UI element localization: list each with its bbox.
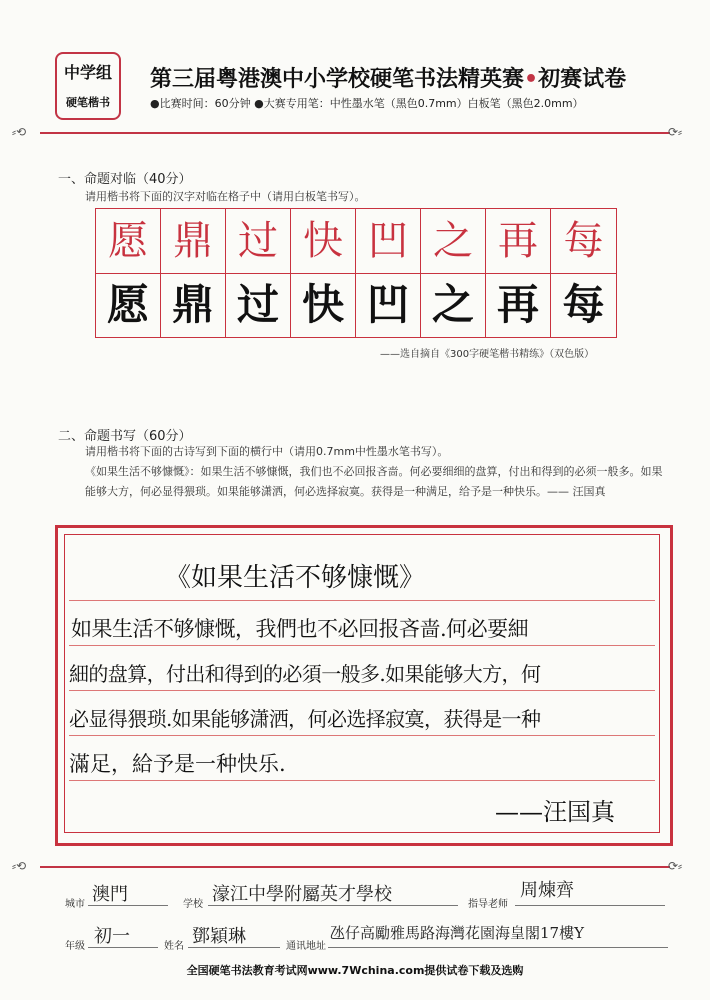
section2-instructions: 请用楷书将下面的古诗写到下面的横行中（请用0.7mm中性墨水笔书写）。 [85, 445, 449, 458]
handwritten-line-1: 如果生活不够慷慨，我們也不必回报吝啬.何必要細 [71, 617, 529, 641]
writing-line [69, 690, 655, 691]
category-badge [55, 52, 121, 120]
school-label: 学校 [183, 899, 203, 910]
section1-heading: 一、命题对临（40分） [58, 172, 192, 187]
name-underline [188, 947, 280, 948]
model-character: 每 [563, 218, 604, 264]
writing-line [69, 780, 655, 781]
written-character: 再 [486, 273, 551, 337]
model-character: 过 [226, 209, 291, 273]
city-underline [88, 905, 168, 906]
teacher-value: 周煉齊 [520, 880, 574, 901]
left-ornament-icon: ⸗⟲ [12, 125, 27, 139]
section2-heading: 二、命题书写（60分） [58, 429, 192, 444]
writing-line [69, 645, 655, 646]
model-character: 快 [291, 209, 356, 273]
badge-group-label: 中学组 [63, 63, 112, 82]
city-label: 城市 [65, 899, 85, 910]
poem-text: 《如果生活不够慷慨》：如果生活不够慷慨，我们也不必回报吝啬。何必要细细的盘算，付出和得到的必须一般多。如果能够大方，何必显得猥琐。如果能够潇洒，何必选择寂寞。获得是一种满足，给予是一种快乐。—— 汪国真 [85, 465, 663, 498]
writing-line [69, 735, 655, 736]
address-underline [328, 947, 668, 948]
website-footer: 全国硬笔书法教育考试网www.7Wchina.com提供试卷下载及选购 [186, 964, 524, 977]
right-ornament-icon: ⟳⸗ [668, 859, 683, 873]
grade-value: 初一 [94, 926, 130, 947]
written-character: 凹 [356, 273, 421, 337]
written-character: 之 [421, 273, 486, 337]
model-character: 之 [421, 209, 486, 273]
written-character: 愿 [96, 273, 161, 337]
handwritten-author: ——汪国真 [495, 798, 615, 826]
written-character: 过 [226, 273, 291, 337]
grade-label: 年级 [65, 941, 85, 952]
character-grid [95, 208, 617, 338]
exam-info: ●比赛时间：60分钟 ●大赛专用笔：中性墨水笔（黑色0.7mm）白板笔（黑色2.0mm） [150, 97, 584, 110]
name-value: 鄧穎琳 [192, 926, 246, 947]
city-value: 澳門 [92, 884, 128, 905]
written-character: 每 [562, 280, 605, 329]
name-label: 姓名 [164, 941, 184, 952]
handwritten-line-2: 細的盘算，付出和得到的必須一般多.如果能够大方，何 [69, 662, 541, 686]
section1-instructions: 请用楷书将下面的汉字对临在格子中（请用白板笔书写）。 [85, 190, 366, 203]
badge-style-label: 硬笔楷书 [66, 96, 110, 109]
source-citation: ——选自摘自《300字硬笔楷书精练》（双色版） [380, 349, 595, 360]
model-character: 凹 [356, 209, 421, 273]
address-label: 通讯地址 [286, 941, 326, 952]
address-value: 氹仔高勵雅馬路海灣花園海皇閣17樓Y [330, 924, 584, 942]
writing-line [69, 600, 655, 601]
written-character: 快 [291, 273, 356, 337]
handwritten-line-3: 必显得猥琐.如果能够潇洒，何必选择寂寞，获得是一种 [69, 707, 541, 731]
handwritten-line-4: 滿足，給予是一种快乐. [69, 752, 286, 776]
written-character: 鼎 [161, 273, 226, 337]
right-ornament-icon: ⟳⸗ [668, 125, 683, 139]
teacher-label: 指导老师 [468, 899, 508, 910]
model-character: 愿 [96, 209, 161, 273]
school-value: 濠江中學附屬英才學校 [212, 884, 392, 905]
footer-divider [40, 866, 670, 868]
writing-area [64, 534, 660, 833]
writing-box [55, 525, 673, 846]
handwritten-title: 《如果生活不够慷慨》 [165, 563, 426, 593]
grade-underline [88, 947, 158, 948]
model-character: 鼎 [161, 209, 226, 273]
teacher-underline [515, 905, 665, 906]
left-ornament-icon: ⸗⟲ [12, 859, 27, 873]
model-character: 再 [486, 209, 551, 273]
header-divider [40, 132, 670, 134]
page-title: 第三届粤港澳中小学校硬笔书法精英赛•初赛试卷 [150, 67, 627, 92]
school-underline [208, 905, 458, 906]
